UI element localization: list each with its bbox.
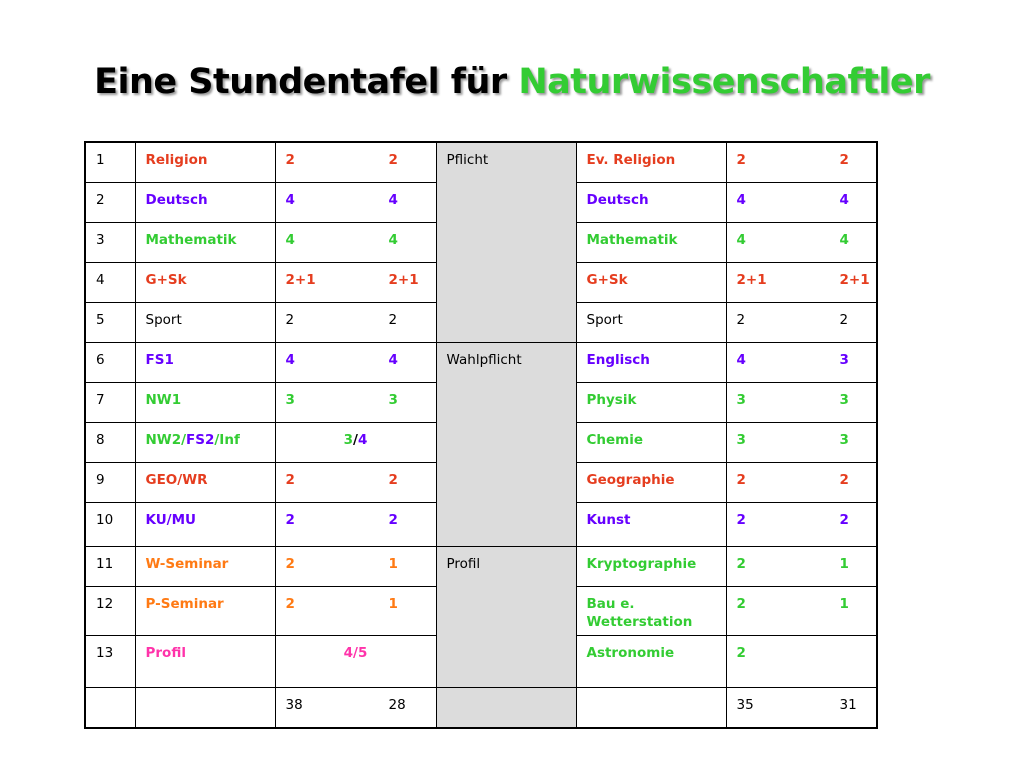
hours-value: 4	[388, 192, 398, 208]
row-number: 5	[85, 303, 135, 343]
hours-value: 4	[285, 192, 295, 208]
hours-cell	[275, 263, 436, 303]
category-cell: Pflicht	[436, 142, 576, 343]
hours-cell	[275, 142, 436, 183]
hours-value: 2	[388, 472, 398, 488]
hours-value: 4	[839, 192, 849, 208]
hours-cell	[275, 303, 436, 343]
subject2-cell: Kryptographie	[576, 547, 726, 587]
hours-value: 3	[736, 432, 746, 448]
hours-cell	[275, 223, 436, 263]
hours-value: 4	[736, 192, 746, 208]
subject-part: NW2	[145, 432, 182, 448]
hours-value: 2	[285, 512, 295, 528]
table-row	[85, 343, 877, 383]
hours-value: 2	[388, 512, 398, 528]
hours2-cell	[726, 183, 877, 223]
subject2-cell: Geographie	[576, 463, 726, 503]
hours-value: 2	[736, 596, 746, 612]
hours-value: 2	[839, 152, 849, 168]
subject-cell: Sport	[135, 303, 275, 343]
subject-cell: W-Seminar	[135, 547, 275, 587]
hours-value: 4	[736, 232, 746, 248]
hours-value: 1	[388, 556, 398, 572]
hours-value: 2	[736, 512, 746, 528]
hours2-cell	[726, 303, 877, 343]
subject-part: FS2	[186, 432, 215, 448]
subject-cell: KU/MU	[135, 503, 275, 547]
hours-value: 4	[736, 352, 746, 368]
row-number: 11	[85, 547, 135, 587]
hours-value: 3	[736, 392, 746, 408]
table-row	[85, 547, 877, 587]
row-number: 3	[85, 223, 135, 263]
subject-cell: P-Seminar	[135, 587, 275, 636]
subject-cell: FS1	[135, 343, 275, 383]
hours-cell	[275, 383, 436, 423]
table-row	[85, 142, 877, 183]
hours-value: 3	[839, 352, 849, 368]
hours-cell	[275, 503, 436, 547]
total-value: 28	[388, 697, 406, 713]
hours-value: 2+1	[736, 272, 767, 288]
hours-cell	[275, 463, 436, 503]
hours-value: 2	[839, 472, 849, 488]
hours-value: 4	[839, 232, 849, 248]
title-part-1: Eine Stundentafel für	[94, 62, 519, 102]
schedule-table	[84, 141, 878, 729]
hours-cell	[275, 587, 436, 636]
totals-cell	[275, 688, 436, 729]
hours-value: 4	[357, 432, 368, 448]
hours2-cell	[726, 223, 877, 263]
hours-value: 2	[736, 556, 746, 572]
hours-cell: 4/5	[275, 636, 436, 688]
subject-cell: Profil	[135, 636, 275, 688]
hours-value: 3	[388, 392, 398, 408]
hours-value: 2	[285, 556, 295, 572]
empty-category-cell	[436, 688, 576, 729]
subject2-cell: Chemie	[576, 423, 726, 463]
row-number: 2	[85, 183, 135, 223]
row-number: 1	[85, 142, 135, 183]
subject2-cell: Englisch	[576, 343, 726, 383]
row-number: 6	[85, 343, 135, 383]
hours-value: 3	[343, 432, 354, 448]
hours2-cell	[726, 587, 877, 636]
category-cell: Profil	[436, 547, 576, 688]
hours-value: 2	[736, 152, 746, 168]
hours-value: 1	[839, 596, 849, 612]
subject-part: /Inf	[214, 432, 240, 448]
hours-value: 2	[736, 312, 746, 328]
empty-cell	[576, 688, 726, 729]
hours-value: 2	[388, 152, 398, 168]
hours-value: 2	[839, 312, 849, 328]
hours-value: 2+1	[388, 272, 419, 288]
hours-value: 2	[736, 645, 746, 661]
totals-row	[85, 688, 877, 729]
hours-value: 2+1	[839, 272, 870, 288]
hours-value: 1	[839, 556, 849, 572]
subject2-cell: G+Sk	[576, 263, 726, 303]
hours2-cell	[726, 423, 877, 463]
hours-value: 2	[736, 472, 746, 488]
hours-value: 2+1	[285, 272, 316, 288]
hours-value: 2	[285, 472, 295, 488]
row-number: 7	[85, 383, 135, 423]
hours-value: 4	[285, 352, 295, 368]
hours2-cell	[726, 463, 877, 503]
total-value: 31	[839, 697, 857, 713]
hours-cell	[275, 547, 436, 587]
row-number: 10	[85, 503, 135, 547]
page-title	[0, 62, 1024, 102]
title-part-2: Naturwissenschaftler	[518, 62, 930, 102]
category-cell: Wahlpflicht	[436, 343, 576, 547]
empty-cell	[85, 688, 135, 729]
row-number: 12	[85, 587, 135, 636]
subject-cell: Deutsch	[135, 183, 275, 223]
hours2-cell	[726, 636, 877, 688]
subject2-cell: Ev. Religion	[576, 142, 726, 183]
subject-cell: NW1	[135, 383, 275, 423]
hours2-cell	[726, 383, 877, 423]
subject2-cell: Bau e. Wetterstation	[576, 587, 726, 636]
hours-value: 2	[285, 152, 295, 168]
hours-value: 2	[839, 512, 849, 528]
subject-cell: G+Sk	[135, 263, 275, 303]
subject-cell: Mathematik	[135, 223, 275, 263]
hours-value: 3	[839, 392, 849, 408]
empty-cell	[135, 688, 275, 729]
hours-cell	[275, 183, 436, 223]
hours-value: 2	[388, 312, 398, 328]
hours-value: 1	[388, 596, 398, 612]
row-number: 8	[85, 423, 135, 463]
hours2-cell	[726, 263, 877, 303]
hours-value: 3	[839, 432, 849, 448]
hours-value: 2	[285, 596, 295, 612]
subject2-cell: Astronomie	[576, 636, 726, 688]
subject2-cell: Deutsch	[576, 183, 726, 223]
hours-value: 4	[388, 352, 398, 368]
hours2-cell	[726, 343, 877, 383]
row-number: 13	[85, 636, 135, 688]
total-value: 38	[285, 697, 303, 713]
subject-part: /	[181, 432, 187, 448]
hours2-cell	[726, 142, 877, 183]
subject-cell: Religion	[135, 142, 275, 183]
row-number: 9	[85, 463, 135, 503]
hours-cell	[275, 423, 436, 463]
hours-separator: /	[353, 432, 358, 448]
subject2-cell: Mathematik	[576, 223, 726, 263]
hours-cell	[275, 343, 436, 383]
hours2-cell	[726, 547, 877, 587]
subject2-cell: Sport	[576, 303, 726, 343]
totals-cell	[726, 688, 877, 729]
subject-cell: GEO/WR	[135, 463, 275, 503]
hours-value: 3	[285, 392, 295, 408]
subject2-cell: Physik	[576, 383, 726, 423]
hours2-cell	[726, 503, 877, 547]
hours-value: 4	[388, 232, 398, 248]
total-value: 35	[736, 697, 754, 713]
subject-cell	[135, 423, 275, 463]
row-number: 4	[85, 263, 135, 303]
hours-value: 4	[285, 232, 295, 248]
subject2-cell: Kunst	[576, 503, 726, 547]
hours-value: 2	[285, 312, 295, 328]
